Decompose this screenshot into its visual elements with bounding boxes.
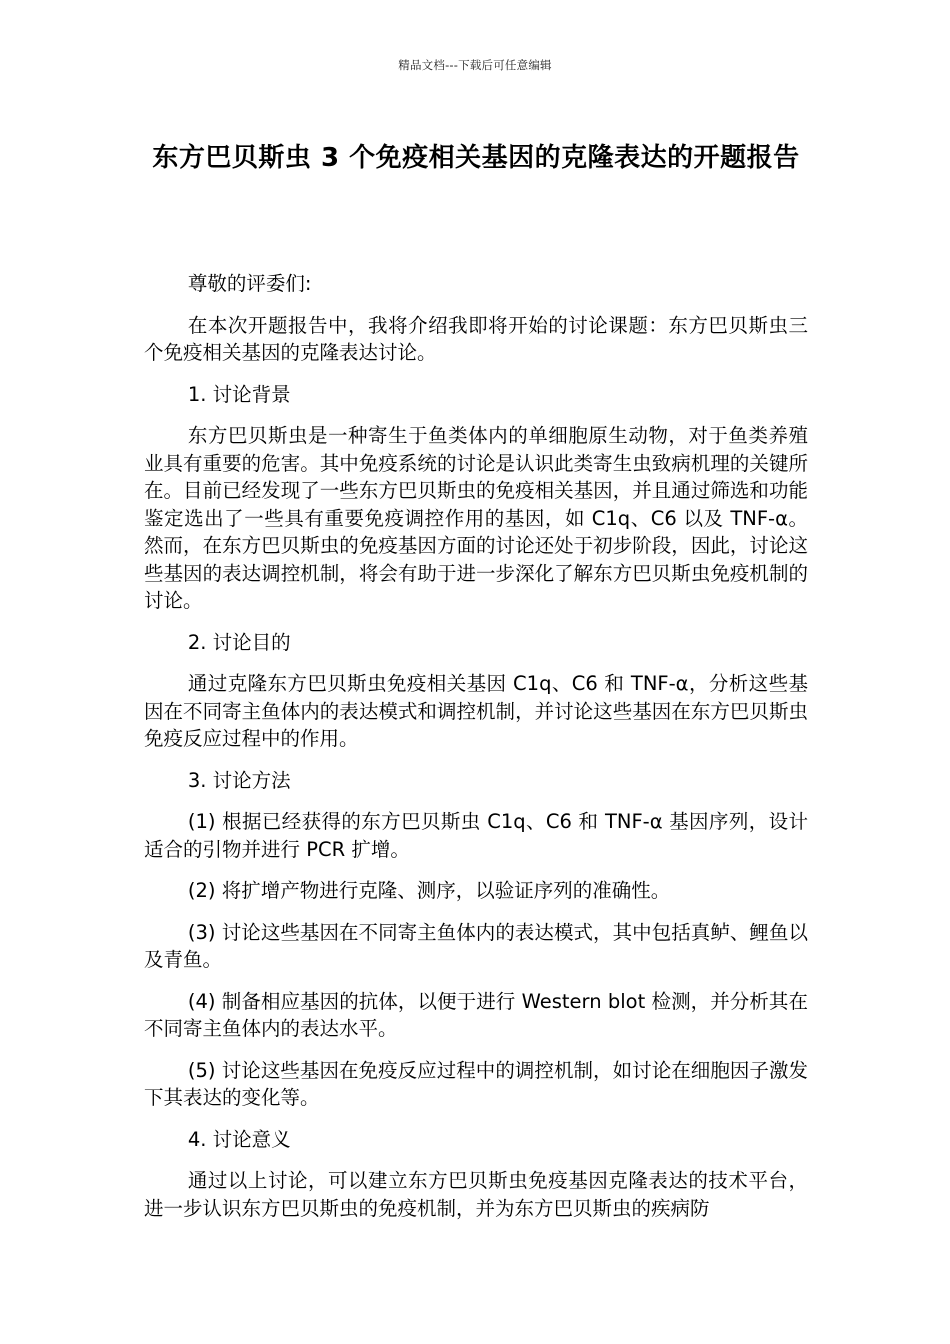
method-item-4: (4) 制备相应基因的抗体，以便于进行 Western blot 检测，并分析其在不同寄主鱼体内的表达水平。 <box>144 989 808 1040</box>
purpose-paragraph: 通过克隆东方巴贝斯虫免疫相关基因 C1q、C6 和 TNF-α，分析这些基因在不同寄主鱼体内的表达模式和调控机制，并讨论这些基因在东方巴贝斯虫免疫反应过程中的作用。 <box>144 672 808 750</box>
header-note: 精品文档---下载后可任意编辑 <box>398 58 552 72</box>
method-item-5: (5) 讨论这些基因在免疫反应过程中的调控机制，如讨论在细胞因子激发下其表达的变化等。 <box>144 1058 808 1109</box>
significance-paragraph: 通过以上讨论，可以建立东方巴贝斯虫免疫基因克隆表达的技术平台，进一步认识东方巴贝斯虫的免疫机制，并为东方巴贝斯虫的疾病防 <box>144 1169 808 1220</box>
salutation: 尊敬的评委们: <box>187 272 312 295</box>
intro-paragraph: 在本次开题报告中，我将介绍我即将开始的讨论课题：东方巴贝斯虫三个免疫相关基因的克隆表达讨论。 <box>144 313 808 364</box>
section-heading-methods: 3. 讨论方法 <box>187 768 291 792</box>
method-item-1: (1) 根据已经获得的东方巴贝斯虫 C1q、C6 和 TNF-α 基因序列，设计适合的引物并进行 PCR 扩增。 <box>144 810 808 861</box>
method-item-2: (2) 将扩增产物进行克隆、测序，以验证序列的准确性。 <box>187 879 671 902</box>
section-heading-purpose: 2. 讨论目的 <box>187 630 291 654</box>
method-item-3: (3) 讨论这些基因在不同寄主鱼体内的表达模式，其中包括真鲈、鲤鱼以及青鱼。 <box>144 920 808 971</box>
document-body <box>144 270 808 1236</box>
document-title: 东方巴贝斯虫 3 个免疫相关基因的克隆表达的开题报告 <box>152 143 800 173</box>
section-heading-significance: 4. 讨论意义 <box>187 1127 291 1151</box>
background-paragraph: 东方巴贝斯虫是一种寄生于鱼类体内的单细胞原生动物，对于鱼类养殖业具有重要的危害。其中免疫系统的讨论是认识此类寄生虫致病机理的关键所在。目前已经发现了一些东方巴贝斯虫的免疫相关基因，并且通过筛选和功能鉴定选出了一些具有重要免疫调控作用的基因，如 C1q、C6 以及 TNF-α。然而，在东方巴贝斯虫的免疫基因方面的讨论还处于初步阶段，因此，讨论这些基因的表达调控机制，将会有助于进一步深化了解东方巴贝斯虫免疫机制的讨论。 <box>144 424 808 612</box>
section-heading-background: 1. 讨论背景 <box>187 382 291 406</box>
